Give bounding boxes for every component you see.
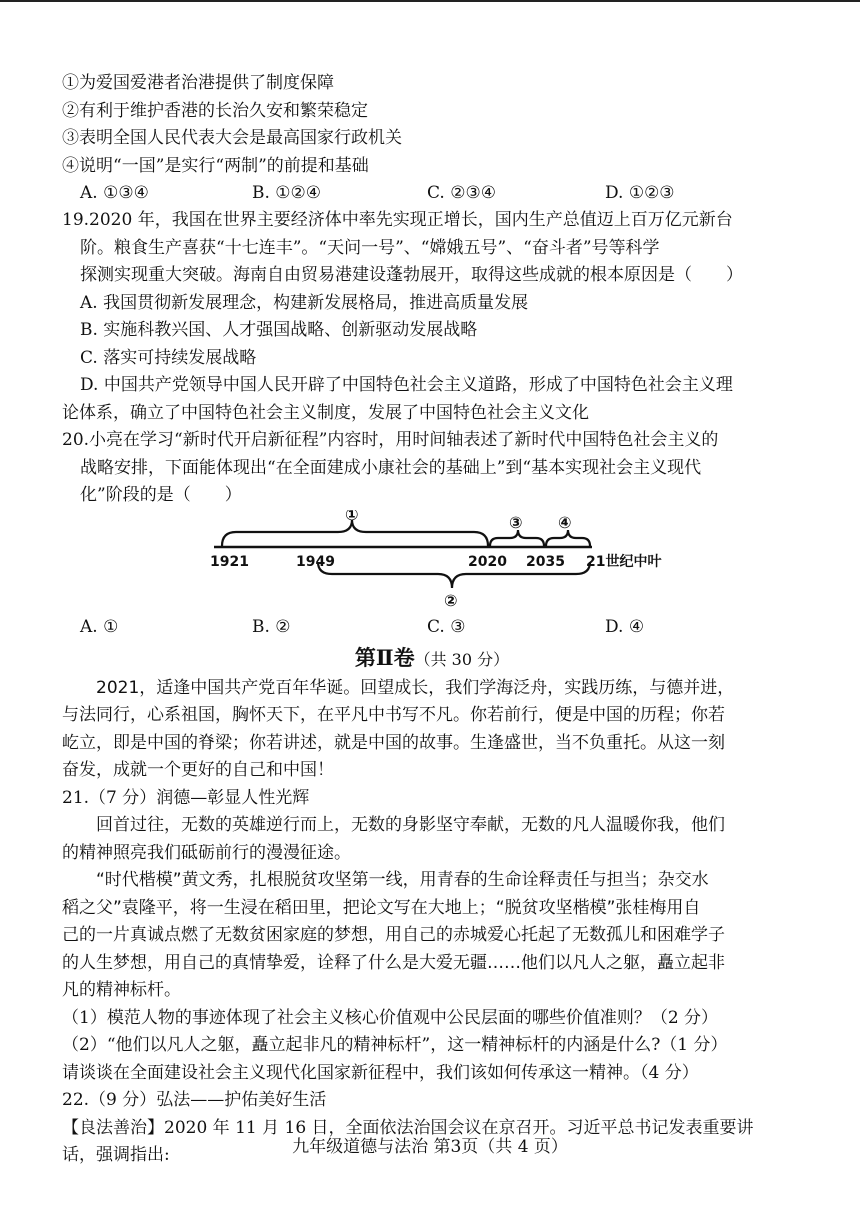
- q18-choices: [62, 180, 802, 207]
- q21-sub-2: （2）“他们以凡人之躯，矗立起非凡的精神标杆”，这一精神标杆的内涵是什么?（1 分）: [62, 1035, 728, 1055]
- intro-paragraph: [62, 675, 802, 785]
- q22-title: 22.（9 分）弘法——护佑美好生活: [62, 1090, 327, 1110]
- q21-line-7: 凡的精神标杆。: [62, 980, 181, 1000]
- mark-4: ④: [558, 512, 572, 532]
- q18-statement-3: ③表明全国人民代表大会是最高国家行政机关: [62, 128, 402, 148]
- q19-stem-2: 阶。粮食生产喜获“十七连丰”。“天问一号”、“嫦娥五号”、“奋斗者”号等科学: [80, 237, 660, 258]
- q21-line-3: “时代楷模”黄文秀，扎根脱贫攻坚第一线，用青春的生命诠释责任与担当；杂交水: [62, 870, 709, 890]
- q21-line-2: 的精神照亮我们砥砺前行的漫漫征途。: [62, 842, 351, 863]
- q19-option-a[interactable]: A. 我国贯彻新发展理念，构建新发展格局，推进高质量发展: [80, 292, 529, 313]
- q19-option-c[interactable]: C. 落实可持续发展战略: [80, 347, 257, 368]
- q19-stem-3: 探测实现重大突破。海南自由贸易港建设蓬勃展开，取得这些成就的根本原因是（ ）: [80, 265, 743, 285]
- q21-line-4: 稻之父”袁隆平，将一生浸在稻田里，把论文写在大地上；“脱贫攻坚楷模”张桂梅用自: [62, 897, 701, 918]
- tick-2035: 2035: [526, 553, 565, 570]
- q20-choice-c[interactable]: C. ③: [427, 616, 466, 637]
- q19-option-d-cont: 论体系，确立了中国特色社会主义制度，发展了中国特色社会主义文化: [62, 402, 589, 423]
- q18-choice-b[interactable]: B. ①②④: [252, 183, 322, 203]
- q20-stem-1: 20.小亮在学习“新时代开启新征程”内容时，用时间轴表述了新时代中国特色社会主义的: [62, 430, 719, 450]
- q20-choice-a[interactable]: A. ①: [80, 616, 119, 637]
- tick-1949: 1949: [296, 553, 335, 570]
- q18-statement-4: ④说明“一国”是实行“两制”的前提和基础: [62, 155, 369, 176]
- q19-option-d[interactable]: D. 中国共产党领导中国人民开辟了中国特色社会主义道路，形成了中国特色社会主义理: [80, 375, 733, 395]
- section-2-score: （共 30 分）: [414, 649, 510, 669]
- q20-choice-d[interactable]: D. ④: [605, 616, 645, 637]
- q21-line-1: 回首过往，无数的英雄逆行而上，无数的身影坚守奉献，无数的凡人温暖你我，他们: [62, 815, 725, 835]
- section-2-title: [62, 643, 802, 675]
- q21-title: 21.（7 分）润德—彰显人性光辉: [62, 787, 310, 808]
- q19-option-b[interactable]: B. 实施科教兴国、人才强国战略、创新驱动发展战略: [80, 320, 478, 340]
- page-footer: 九年级道德与法治 第3页（共 4 页）: [292, 1137, 568, 1157]
- q22-line-1: 【良法善治】2020 年 11 月 16 日，全面依法治国会议在京召开。习近平总书记发表重要讲: [62, 1117, 754, 1138]
- tick-1921: 1921: [210, 553, 249, 570]
- q19-stem-1: 19.2020 年，我国在世界主要经济体中率先实现正增长，国内生产总值迈上百万亿元新台: [62, 210, 733, 230]
- q18-statement-1: ①为爱国爱港者治港提供了制度保障: [62, 73, 334, 93]
- exam-page-content: [62, 70, 802, 1170]
- q20-stem-2: 战略安排，下面能体现出“在全面建成小康社会的基础上”到“基本实现社会主义现代: [80, 457, 702, 478]
- q20-choices: [62, 614, 802, 641]
- mark-3: ③: [509, 512, 523, 532]
- mark-2: ②: [444, 590, 458, 610]
- intro-line-1: 2021，适逢中国共产党百年华诞。回望成长，我们学海泛舟，实践历练，与德并进，: [62, 677, 735, 698]
- mark-1: ①: [345, 509, 359, 524]
- q20-stem-3: 化”阶段的是（ ）: [80, 485, 242, 505]
- intro-line-2: 与法同行，心系祖国，胸怀天下，在平凡中书写不凡。你若前行，便是中国的历程；你若: [62, 705, 725, 725]
- q21-line-5: 己的一片真诚点燃了无数贫困家庭的梦想，用自己的赤城爱心托起了无数孤儿和困难学子: [62, 925, 725, 945]
- q18-choice-d[interactable]: D. ①②③: [605, 183, 675, 203]
- top-border: [0, 0, 860, 2]
- q21-sub-2-cont: 请谈谈在全面建设社会主义现代化国家新征程中，我们该如何传承这一精神。（4 分）: [62, 1062, 699, 1083]
- q21-sub-1: （1）模范人物的事迹体现了社会主义核心价值观中公民层面的哪些价值准则？（2 分）: [62, 1007, 719, 1028]
- q18-choice-a[interactable]: A. ①③④: [80, 183, 149, 203]
- q22-line-2: 话，强调指出:: [62, 1145, 170, 1165]
- tick-mid-century: 21世纪中叶: [586, 553, 662, 570]
- strategy-timeline: [62, 510, 802, 612]
- timeline-svg: [62, 510, 802, 612]
- section-2-name: 第Ⅱ卷: [354, 644, 415, 670]
- q21-line-6: 的人生梦想，用自己的真情挚爱，诠释了什么是大爱无疆……他们以凡人之躯，矗立起非: [62, 952, 725, 973]
- tick-2020: 2020: [468, 553, 507, 570]
- brace-4: [546, 530, 590, 546]
- q18-statement-2: ②有利于维护香港的长治久安和繁荣稳定: [62, 100, 368, 121]
- q20-choice-b[interactable]: B. ②: [252, 616, 291, 637]
- intro-line-4: 奋发，成就一个更好的自己和中国！: [62, 760, 334, 780]
- intro-line-3: 屹立，即是中国的脊梁；你若讲述，就是中国的故事。生逢盛世，当不负重托。从这一刻: [62, 732, 725, 753]
- q21-material: [62, 812, 802, 1005]
- brace-3: [490, 530, 544, 546]
- q18-choice-c[interactable]: C. ②③④: [427, 183, 496, 203]
